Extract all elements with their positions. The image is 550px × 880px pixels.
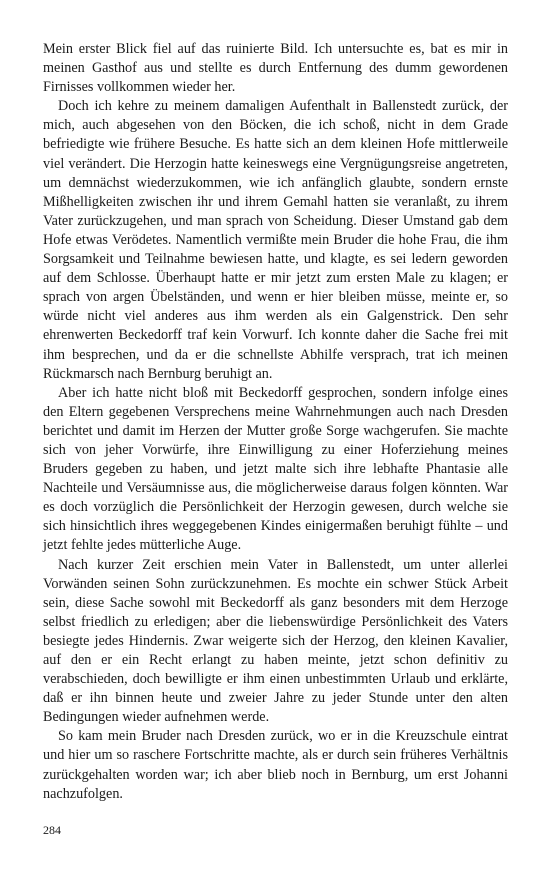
paragraph: So kam mein Bruder nach Dresden zurück, wo er in die Kreuzschule eintrat und hier um so raschere Fortschritte machte, als er durch sein früheres Verhältnis zurückgehalten worden war; ich aber blieb noch in Bernburg, um erst Johanni nachzufolgen. xyxy=(43,728,508,802)
paragraph: Nach kurzer Zeit erschien mein Vater in Ballenstedt, um unter allerlei Vorwänden seinen Sohn zurückzunehmen. Es mochte ein schwer Stück Arbeit sein, diese Sache sowohl mit Beckedorff als ganz besonders mit dem Herzoge selbst friedlich zu erledigen; aber die liebenswürdige Persönlichkeit des Vaters besiegte jedes Hindernis. Zwar weigerte sich der Herzog, den kleinen Kavalier, auf den er ein Recht erlangt zu haben meinte, jetzt schon definitiv zu verabschieden, doch bewilligte er ihm einen unbestimmten Urlaub und erklärte, daß er ihn binnen heute und zweier Jahre zu jeder Stunde unter den alten Bedingungen wieder aufnehmen werde. xyxy=(43,556,508,726)
paragraph: Mein erster Blick fiel auf das ruinierte Bild. Ich untersuchte es, bat es mir in meinen Gasthof aus und stellte es durch Entfernung des dumm gewordenen Firnisses vollkommen wieder her. xyxy=(43,41,508,96)
paragraph: Doch ich kehre zu meinem damaligen Aufenthalt in Ballenstedt zurück, der mich, auch abgesehen von den Böcken, die ich schoß, nicht in dem Grade befriedigte wie frühere Besuche. Es hatte sich an dem kleinen Hofe mittlerweile viel verändert. Die Herzogin hatte keineswegs eine Vergnügungsreise angetreten, um demnächst wiederzukommen, wie ich anfänglich glaubte, sondern ernste Mißhelligkeiten zwischen ihr und ihrem Gemahl hatten sie veranlaßt, zu ihrem Vater zurückzugehen, und man sprach von Scheidung. Dieser Umstand gab dem Hofe etwas Verödetes. Namentlich vermißte mein Bruder die hohe Frau, die ihm Sorgsamkeit und Teilnahme bewiesen hatte, und klagte, es sei ledern geworden auf dem Schlosse. Überhaupt hatte er mir jetzt zum ersten Male zu klagen; er sprach von argen Übelständen, und wenn er hier bleiben müsse, meinte er, so würde nicht viel anderes aus ihm werden als ein Galgenstrick. Den sehr ehrenwerten Beckedorff traf kein Vorwurf. Ich konnte daher die Sache frei mit ihm besprechen, und da er die schnellste Abhilfe versprach, trat ich meinen Rückmarsch nach Bernburg beruhigt an. xyxy=(43,98,508,382)
paragraph: Aber ich hatte nicht bloß mit Beckedorff gesprochen, sondern infolge eines den Eltern gegebenen Versprechens meine Wahrnehmungen auch nach Dresden berichtet und damit im Herzen der Mutter große Sorge wachgerufen. Sie machte sich von jeher Vorwürfe, ihre Einwilligung zu einer Hoferziehung meines Bruders gegeben zu haben, und jetzt malte sich ihre lebhafte Phantasie alle Nachteile und Versäumnisse aus, die möglicherweise daraus folgen könnten. War es doch vorzüglich die Persönlichkeit der Herzogin gewesen, durch welche sie sich hinsichtlich ihres weggegebenen Kindes einigermaßen beruhigt fühlte – und jetzt fehlte jedes mütterliche Auge. xyxy=(43,384,508,554)
page-number: 284 xyxy=(43,823,61,837)
page-body xyxy=(43,40,508,804)
